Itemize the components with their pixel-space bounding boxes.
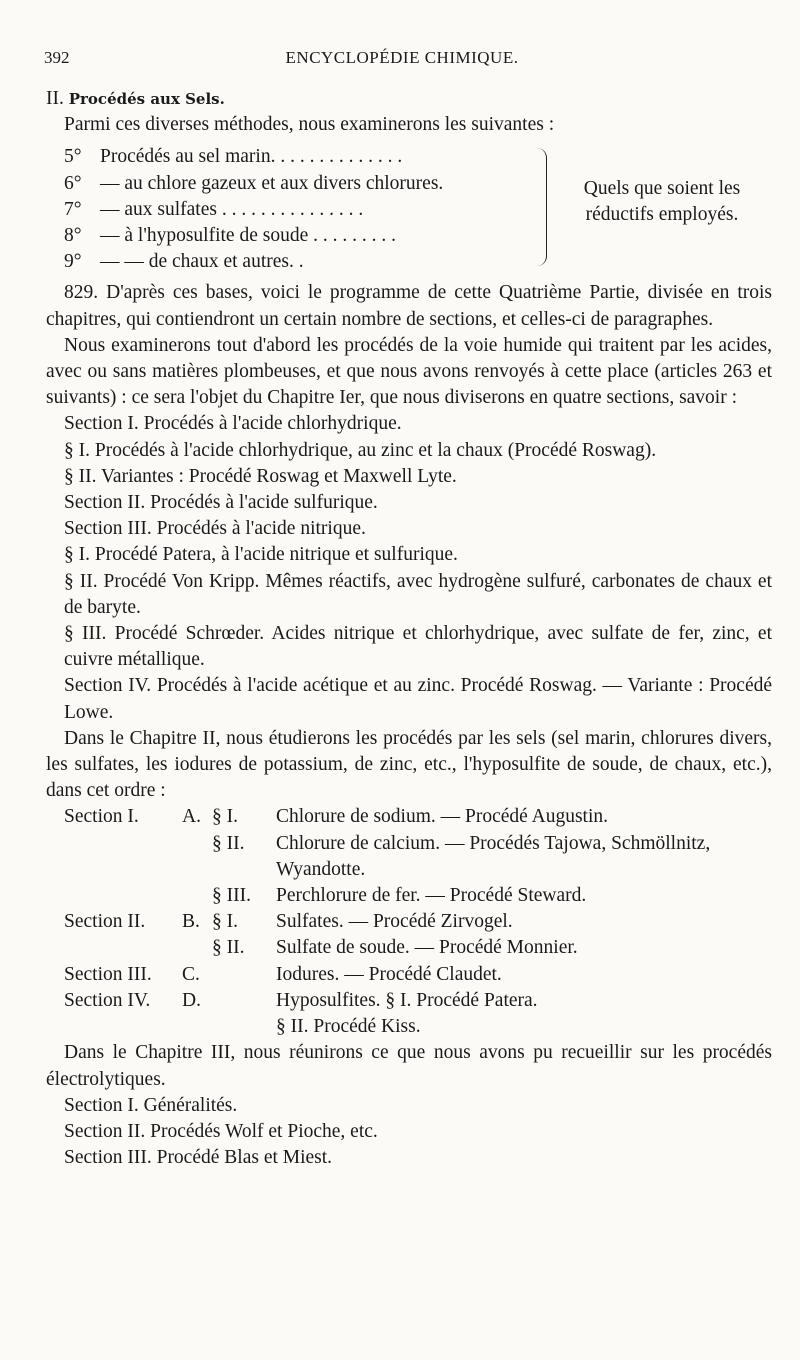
running-title: ENCYCLOPÉDIE CHIMIQUE. [285,48,519,67]
section-title: Procédés aux Sels. [68,90,225,108]
page-number: 392 [44,48,70,67]
toc-line: § II. Procédé Von Kripp. Mêmes réactifs, avec hydrogène sulfuré, carbonates de chaux et de baryte. [64,570,772,618]
toc-line: Section III. Procédé Blas et Miest. [64,1147,333,1169]
toc-line: Section I. Généralités. [64,1094,238,1116]
list-item: 9° — — de chaux et autres. . [64,251,304,273]
toc-line: Section IV. Procédés à l'acide acétique et au zinc. Procédé Roswag. — Variante : Procédé Lowe. [64,675,772,723]
toc-line: § III. Procédé Schrœder. Acides nitrique et chlorhydrique, avec sulfate de fer, zinc, et cuivre métallique. [64,623,772,671]
paragraph-829: 829. D'après ces bases, voici le programme de cette Quatrième Partie, divisée en trois chapitres, qui contiendront un certain nombre de sections, et celles-ci de paragraphes. [46,282,772,330]
toc-line: § I. Procédés à l'acide chlorhydrique, au zinc et la chaux (Procédé Roswag). [64,439,657,461]
toc-line: Section II. Procédés à l'acide sulfurique. [64,492,378,514]
toc-line: § II. Variantes : Procédé Roswag et Maxwell Lyte. [64,465,457,487]
toc-line: Section III. Procédés à l'acide nitrique. [64,518,366,540]
list-item: 5° Procédés au sel marin. . . . . . . . . . . . . . [64,146,403,168]
brace-note: Quels que soient les réductifs employés. [583,178,741,226]
toc-line: § I. Procédé Patera, à l'acide nitrique et sulfurique. [64,544,458,566]
toc-line: Section I. Procédés à l'acide chlorhydrique. [64,413,402,435]
chapter-2-outline: Section I. A. § I. Chlorure de sodium. — Procédé Augustin. § II. Chlorure de calcium. — Procédés Tajowa, Schmöllnitz, Wyandotte. § III. Perchlorure de fer. — Procédé Steward. Section II. B. § I. Sulfates. — Procédé Zirvogel. § II. Sulfate de soude. — Procédé Monnier. Section III. C. Iodures. — Procédé Claudet. Section IV. D. Hyposulfites. § I. Procédé Patera. § II. Procédé Kiss. [64,806,711,1038]
intro-paragraph: Parmi ces diverses méthodes, nous examinerons les suivantes : [64,114,555,136]
list-item: 6° — au chlore gazeux et aux divers chlorures. [64,172,444,194]
paragraph-chapter-1: Nous examinerons tout d'abord les procédés de la voie humide qui traitent par les acides, avec ou sans matières plombeuses, et que nous avons renvoyés à cette place (articles 263 et suivants) : ce sera l'objet du Chapitre Ier, que nous diviserons en quatre sections, savoir : [46,334,772,409]
brace [536,148,547,266]
section-number: II. [46,88,64,109]
toc-line: Section II. Procédés Wolf et Pioche, etc. [64,1120,378,1142]
paragraph-chapter-3: Dans le Chapitre III, nous réunirons ce que nous avons pu recueillir sur les procédés électrolytiques. [46,1042,772,1090]
methods-list [64,144,772,276]
list-item: 8° — à l'hyposulfite de soude . . . . . . . . . [64,224,396,246]
list-item: 7° — aux sulfates . . . . . . . . . . . . . . . [64,198,364,220]
page-body [46,86,772,1171]
paragraph-chapter-2: Dans le Chapitre II, nous étudierons les procédés par les sels (sel marin, chlorures divers, les sulfates, les iodures de potassium, de zinc, etc., l'hyposulfite de soude, de chaux, etc.), dans cet ordre : [46,727,772,802]
section-heading [46,86,772,112]
